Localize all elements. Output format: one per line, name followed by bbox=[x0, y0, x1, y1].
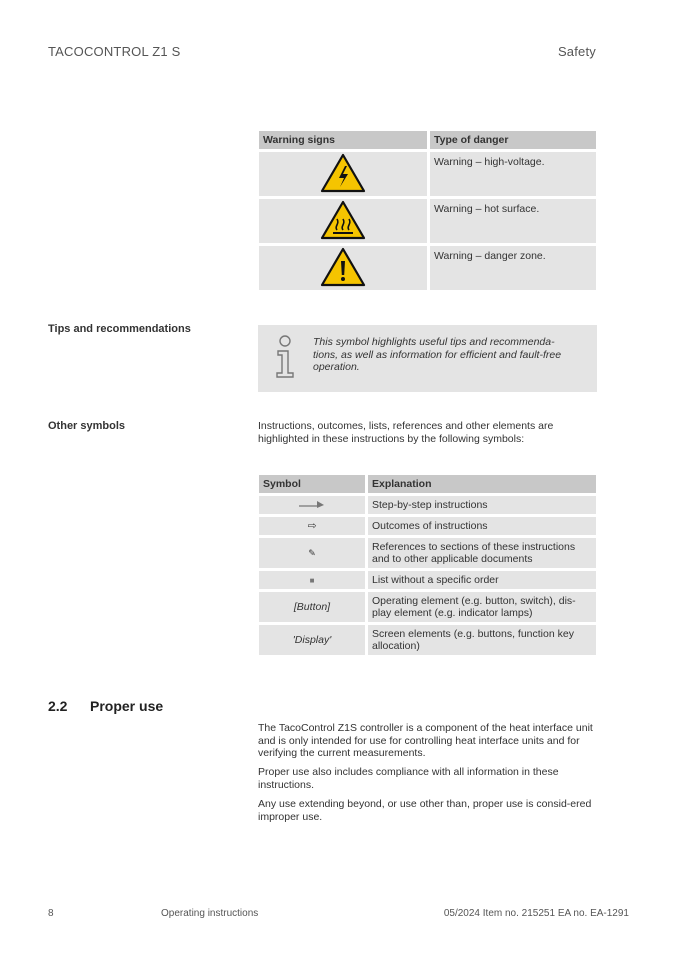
tip-box bbox=[258, 325, 597, 392]
list-bullet-icon: ■ bbox=[309, 576, 315, 585]
header-section-title: Safety bbox=[557, 44, 596, 59]
reference-icon: ✎ bbox=[308, 548, 316, 558]
explanation-cell: Outcomes of instructions bbox=[368, 517, 596, 535]
page-number: 8 bbox=[48, 908, 54, 919]
other-symbols-intro: Instructions, outcomes, lists, references and other elements are highlighted in these instructions by the following symbols: bbox=[258, 420, 554, 445]
table-row bbox=[259, 571, 596, 589]
table-row bbox=[259, 199, 596, 243]
table-row bbox=[259, 625, 596, 655]
explanation-cell: Screen elements (e.g. buttons, function key allocation) bbox=[368, 625, 596, 655]
section-number: 2.2 bbox=[48, 698, 68, 714]
high-voltage-warning-icon bbox=[320, 153, 366, 193]
tip-text: This symbol highlights useful tips and recommenda-tions, as well as information for efficient and fault-free operation. bbox=[313, 336, 562, 373]
paragraph: The TacoControl Z1S controller is a component of the heat interface unit and is only intended for use for controlling heat interface units and for verifying the current measurements. bbox=[258, 722, 593, 759]
step-arrow-icon bbox=[298, 500, 326, 508]
symbol-cell: [Button] bbox=[259, 592, 365, 622]
danger-type-cell: Warning – hot surface. bbox=[430, 199, 596, 243]
other-symbols-label: Other symbols bbox=[48, 420, 126, 432]
column-header-type-of-danger: Type of danger bbox=[430, 131, 596, 149]
hot-surface-warning-icon bbox=[320, 200, 366, 240]
symbol-cell: 'Display' bbox=[259, 625, 365, 655]
explanation-cell: Step-by-step instructions bbox=[368, 496, 596, 514]
footer-doc-type: Operating instructions bbox=[161, 908, 259, 919]
danger-type-cell: Warning – high-voltage. bbox=[430, 152, 596, 196]
outcome-arrow-icon: ⇨ bbox=[307, 520, 317, 532]
paragraph: Any use extending beyond, or use other than, proper use is consid-ered improper use. bbox=[258, 798, 592, 823]
danger-zone-warning-icon bbox=[320, 247, 366, 287]
symbol-table bbox=[256, 472, 599, 658]
table-row bbox=[259, 592, 596, 622]
symbol-cell bbox=[259, 496, 365, 514]
warning-signs-table bbox=[256, 128, 599, 293]
symbol-cell bbox=[259, 517, 365, 535]
section-title: Proper use bbox=[90, 698, 164, 714]
table-header-row bbox=[259, 131, 596, 149]
explanation-cell: Operating element (e.g. button, switch), dis-play element (e.g. indicator lamps) bbox=[368, 592, 596, 622]
header-doc-title: TACOCONTROL Z1 S bbox=[48, 44, 181, 59]
symbol-cell bbox=[259, 538, 365, 568]
warning-sign-cell bbox=[259, 199, 427, 243]
table-row bbox=[259, 538, 596, 568]
table-row bbox=[259, 496, 596, 514]
footer-item-number: 05/2024 Item no. 215251 EA no. EA-1291 bbox=[443, 908, 629, 919]
column-header-symbol: Symbol bbox=[259, 475, 365, 493]
table-row bbox=[259, 246, 596, 290]
table-row bbox=[259, 517, 596, 535]
paragraph: Proper use also includes compliance with all information in these instructions. bbox=[258, 766, 559, 791]
danger-type-cell: Warning – danger zone. bbox=[430, 246, 596, 290]
warning-sign-cell bbox=[259, 246, 427, 290]
table-row bbox=[259, 152, 596, 196]
info-icon bbox=[272, 335, 298, 379]
warning-sign-cell bbox=[259, 152, 427, 196]
explanation-cell: List without a specific order bbox=[368, 571, 596, 589]
symbol-cell bbox=[259, 571, 365, 589]
tips-label: Tips and recommendations bbox=[48, 323, 191, 335]
explanation-cell: References to sections of these instructions and to other applicable documents bbox=[368, 538, 596, 568]
table-header-row bbox=[259, 475, 596, 493]
column-header-explanation: Explanation bbox=[368, 475, 596, 493]
column-header-warning-signs: Warning signs bbox=[259, 131, 427, 149]
